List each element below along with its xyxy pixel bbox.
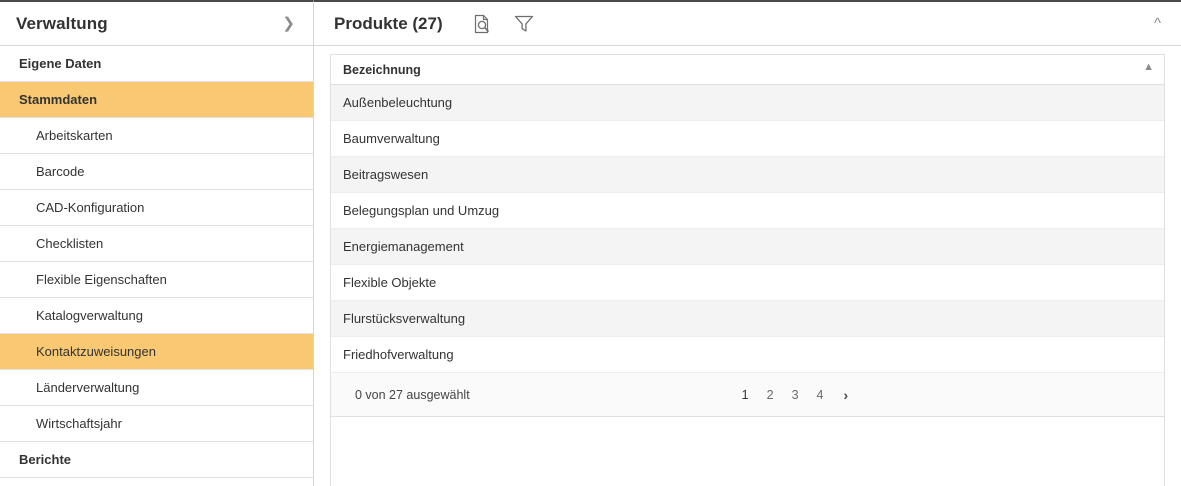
sidebar-item-laenderverwaltung[interactable] <box>0 370 313 406</box>
sidebar-item-cad-konfiguration[interactable] <box>0 190 313 226</box>
page-1-button[interactable]: 1 <box>741 387 749 402</box>
page-3-button[interactable]: 3 <box>791 387 799 402</box>
sidebar-item-flexible-eigenschaften[interactable] <box>0 262 313 298</box>
table-row[interactable] <box>331 229 1164 265</box>
next-page-icon[interactable]: › <box>843 386 849 403</box>
table-row[interactable] <box>331 121 1164 157</box>
page-title: Produkte (27) <box>334 13 443 33</box>
pagination <box>740 387 848 403</box>
cell-bezeichnung: Außenbeleuchtung <box>343 95 453 110</box>
filter-icon[interactable] <box>511 11 537 37</box>
sidebar-item-berichte[interactable] <box>0 442 313 478</box>
cell-bezeichnung: Belegungsplan und Umzug <box>343 203 500 218</box>
sidebar-item-label: CAD-Konfiguration <box>36 200 145 215</box>
sidebar-item-checklisten[interactable] <box>0 226 313 262</box>
sort-ascending-icon[interactable]: ▲ <box>1143 61 1154 73</box>
sidebar-header <box>0 2 313 46</box>
sidebar-item-barcode[interactable] <box>0 154 313 190</box>
sidebar-item-label: Checklisten <box>36 236 104 251</box>
sidebar-title: Verwaltung <box>16 13 108 33</box>
table-row[interactable] <box>331 301 1164 337</box>
table-header-row <box>331 55 1164 85</box>
products-grid <box>330 54 1165 486</box>
cell-bezeichnung: Flexible Objekte <box>343 275 437 290</box>
sidebar-item-label: Wirtschaftsjahr <box>36 416 122 431</box>
selection-status: 0 von 27 ausgewählt <box>355 387 470 402</box>
page-4-button[interactable]: 4 <box>816 387 824 402</box>
chevron-right-icon[interactable]: ❯ <box>282 15 295 32</box>
sidebar-nav-list <box>0 46 313 486</box>
sidebar-item-eigene-daten[interactable] <box>0 46 313 82</box>
sidebar-item-label: Arbeitskarten <box>36 128 113 143</box>
content-toolbar <box>469 11 537 37</box>
cell-bezeichnung: Friedhofverwaltung <box>343 347 454 362</box>
table-row[interactable] <box>331 157 1164 193</box>
cell-bezeichnung: Baumverwaltung <box>343 131 440 146</box>
sidebar-item-label: Flexible Eigenschaften <box>36 272 167 287</box>
grid-bottom-spacer <box>331 417 1164 435</box>
sidebar <box>0 0 313 486</box>
cell-bezeichnung: Energiemanagement <box>343 239 464 254</box>
cell-bezeichnung: Beitragswesen <box>343 167 429 182</box>
sidebar-item-label: Katalogverwaltung <box>36 308 143 323</box>
sidebar-item-wirtschaftsjahr[interactable] <box>0 406 313 442</box>
sidebar-item-label: Länderverwaltung <box>36 380 140 395</box>
grid-footer <box>331 373 1164 417</box>
sidebar-item-label: Kontaktzuweisungen <box>36 344 156 359</box>
products-grid-wrapper <box>314 46 1181 486</box>
page-2-button[interactable]: 2 <box>766 387 774 402</box>
sidebar-item-kontaktzuweisungen[interactable] <box>0 334 313 370</box>
sidebar-item-label: Eigene Daten <box>19 56 102 71</box>
sidebar-item-label: Stammdaten <box>19 92 98 107</box>
chevron-up-icon[interactable]: ^ <box>1153 15 1161 32</box>
column-header-bezeichnung[interactable]: Bezeichnung <box>343 62 421 77</box>
document-search-icon[interactable] <box>469 11 495 37</box>
sidebar-item-arbeitskarten[interactable] <box>0 118 313 154</box>
sidebar-item-katalogverwaltung[interactable] <box>0 298 313 334</box>
table-row[interactable] <box>331 193 1164 229</box>
table-row[interactable] <box>331 85 1164 121</box>
content-panel <box>313 0 1181 486</box>
content-header <box>314 2 1181 46</box>
cell-bezeichnung: Flurstücksverwaltung <box>343 311 466 326</box>
table-row[interactable] <box>331 337 1164 373</box>
sidebar-item-label: Berichte <box>19 452 72 467</box>
sidebar-item-stammdaten[interactable] <box>0 82 313 118</box>
sidebar-item-label: Barcode <box>36 164 85 179</box>
table-row[interactable] <box>331 265 1164 301</box>
